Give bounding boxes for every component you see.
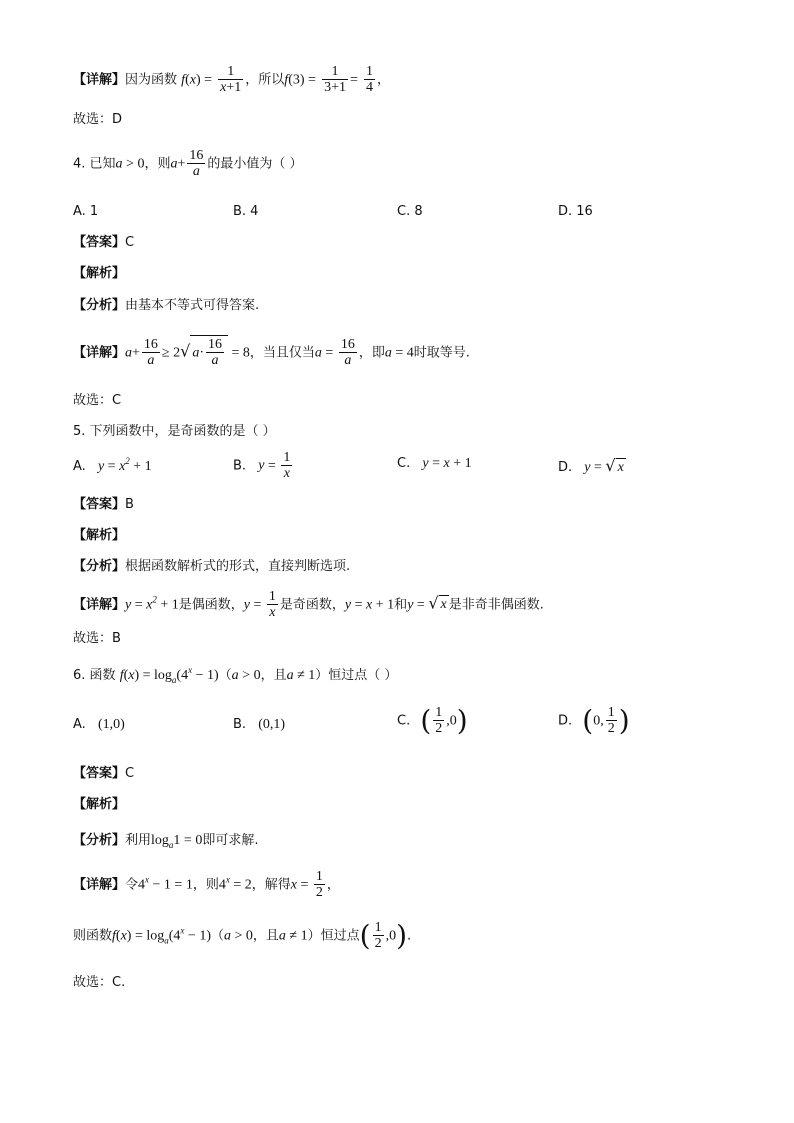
q5-analysis-tag: 【解析】 [73,528,126,543]
q3-detail-line: 【详解】因为函数 f(x) = $\frac{1}{x+1}$ ，所以f(3) = $\frac{1}{3+1}$ = $\frac{1}{4}$ ， [73,64,391,96]
q5-answer [73,497,134,513]
q5-fenxi [73,559,350,575]
q5-detail-text3: 和 [394,597,408,613]
q5-detail-text1: 是偶函数， [178,597,244,613]
q6-stem-cond-mid: ，且 [260,668,287,683]
fenxi-text: 根据函数解析式的形式，直接判断选项. [125,559,351,574]
fenxi-tag: 【分析】 [73,559,126,574]
fraction: $\frac{1}{2}$ [607,704,615,737]
fraction: $\frac{16}{a}$ [189,148,204,180]
q5-option-b[interactable]: B. y = $\frac{1}{x}$ [233,450,291,482]
fenxi-text: 由基本不等式可得答案. [125,298,260,313]
fraction: $\frac{1}{x}$ [268,589,276,621]
q6-line2-cond: （ [210,928,224,944]
q6-detail: 【详解】令$4^x - 1 = 1$，则$4^x = 2$，解得x = $\frac{1}{2}$ ， [73,869,340,901]
option-letter: A. [73,717,86,732]
q6-line2-cond-mid: ，且 [252,928,279,944]
q6-analysis-tag: 【解析】 [73,797,126,812]
q6-conclusion: 故选：C. [73,975,126,990]
answer-value: C [125,235,135,250]
q5-option-a[interactable]: A. $y = x^2 + 1$ [73,456,152,474]
answer-value: C [125,766,135,781]
q4-detail-text2: ，即 [358,345,385,361]
q6-line2-suffix: ）恒过点 [307,928,360,944]
q6-stem-cond: （ [218,668,232,683]
fenxi-text1: 利用 [125,833,152,848]
q4-stem-mid: ，则 [144,156,171,172]
fraction: $\frac{1}{4}$ [366,64,374,96]
q5-detail-text2: 是奇函数， [279,597,345,613]
option-letter: D. [558,713,573,729]
q5-option-d[interactable]: D. y = √ x [558,456,624,475]
q6-detail-text1: 令 [125,877,139,893]
q6-detail-text2: ，则 [192,877,219,893]
q4-option-a[interactable]: A. 1 [73,204,99,219]
fraction: $\frac{1}{2}$ [435,704,443,737]
q6-line2-prefix: 则函数 [73,928,113,944]
detail-tag: 【详解】 [73,597,126,613]
q4-detail: 【详解】a+ $\frac{16}{a}$ ≥ 2√ a· $\frac{16}{a}$ = 8，当且仅当a = $\frac{16}{a}$ ，即a = 4时取等号. [73,337,470,369]
detail-tag: 【详解】 [73,72,126,88]
option-letter: B. [233,717,247,732]
q6-detail-line2: 则函数$f(x) = \log_a(4^x - 1)(a > 0$，且a ≠ 1）恒过点( $\frac{1}{2}$ ,0). [73,919,412,952]
answer-tag: 【答案】 [73,766,126,781]
q5-option-c[interactable]: C. y = x + 1 [397,456,472,471]
option-letter: C. [397,456,411,471]
q5-detail: 【详解】$y = x^2 + 1$是偶函数，y = $\frac{1}{x}$ 是奇函数，y = x + 1和y = √ x 是非奇非偶函数. [73,589,544,621]
q6-detail-text3: ，解得 [251,877,291,893]
answer-tag: 【答案】 [73,497,126,512]
fraction: $\frac{1}{x}$ [283,450,291,482]
fraction: $\frac{1}{3+1}$ [324,64,346,96]
fraction: $\frac{1}{2}$ [374,919,382,952]
q5-conclusion: 故选：B [73,631,121,646]
q6-option-d[interactable]: D. (0, $\frac{1}{2}$ ) [558,704,630,737]
q4-fenxi [73,298,259,314]
answer-value: B [125,497,134,512]
q6-stem-suffix: ）恒过点（ ） [315,668,398,683]
q4-stem-suffix: 的最小值为（ ） [207,156,303,172]
q6-stem: 6. 函数 $f(x) = \log_a(4^x - 1)(a > 0$，且a ≠ 1）恒过点（ ） [73,665,398,685]
q3-detail-text: 因为函数 [125,72,178,88]
fenxi-text2: 即可求解. [202,833,259,848]
q4-detail-text1: ，当且仅当 [249,345,315,361]
option-letter: A. [73,459,86,474]
q4-option-d[interactable]: D. 16 [558,204,593,219]
q4-option-b[interactable]: B. 4 [233,204,259,219]
detail-tag: 【详解】 [73,345,126,361]
q4-analysis-tag: 【解析】 [73,266,126,281]
fraction: $\frac{16}{a}$ [143,337,158,369]
fenxi-tag: 【分析】 [73,298,126,313]
q4-stem-prefix: 4. 已知 [73,156,116,172]
q3-detail-text2: ，所以 [245,72,285,88]
fraction: $\frac{16}{a}$ [207,337,222,369]
option-letter: B. [233,458,247,474]
fraction: $\frac{1}{2}$ [315,869,323,901]
q6-option-a[interactable]: A. (1,0) [73,717,125,732]
q4-detail-text3: 时取等号. [413,345,470,361]
fraction: $\frac{16}{a}$ [340,337,355,369]
q6-option-b[interactable]: B. (0,1) [233,717,286,732]
q5-detail-text4: 是非奇非偶函数. [448,597,544,613]
fenxi-tag: 【分析】 [73,833,126,848]
q4-conclusion: 故选：C [73,393,122,408]
q4-stem: 4. 已知a > 0，则a+ $\frac{16}{a}$ 的最小值为（ ） [73,148,303,180]
detail-tag: 【详解】 [73,877,126,893]
q6-option-c[interactable]: C. ( $\frac{1}{2}$ ,0) [397,704,468,737]
q5-stem: 5. 下列函数中，是奇函数的是（ ） [73,424,276,439]
q6-answer [73,766,134,782]
q6-stem-prefix: 6. 函数 [73,668,116,683]
option-letter: D. [558,460,573,475]
q3-conclusion: 故选：D [73,112,123,127]
q6-fenxi: 【分析】利用$\log_a1 = 0$即可求解. [73,833,259,850]
option-letter: C. [397,713,411,729]
answer-tag: 【答案】 [73,235,126,250]
q4-answer [73,235,134,251]
fraction: $\frac{1}{x+1}$ [220,64,242,96]
q4-option-c[interactable]: C. 8 [397,204,423,219]
